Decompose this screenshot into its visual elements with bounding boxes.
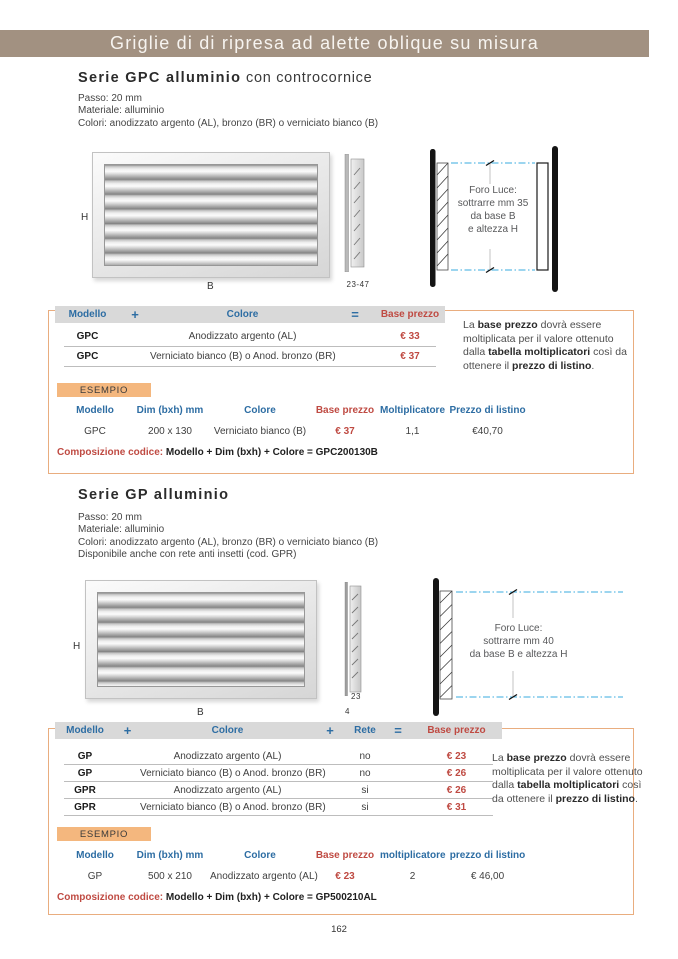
- row-divider: [64, 815, 493, 816]
- col-header-modello: Modello: [66, 725, 104, 736]
- gpc-esempio-tag: ESEMPIO: [57, 383, 151, 397]
- section-gp-specs: [78, 512, 378, 561]
- table-row: [55, 348, 445, 364]
- cell-colore: Anodizzato argento (AL): [188, 330, 297, 342]
- col-header-moltiplicatore: moltiplicatore: [380, 849, 446, 861]
- cell-rete: no: [359, 767, 371, 779]
- section-gpc-title-regular: con controcornice: [241, 70, 373, 86]
- note-text: La: [492, 752, 507, 764]
- table-row: [55, 765, 502, 781]
- cell-prezzo: € 23: [335, 870, 355, 882]
- plus-symbol: +: [123, 722, 132, 738]
- col-header-colore: Colore: [226, 309, 259, 320]
- cell-dim: 500 x 210: [148, 870, 192, 882]
- gpc-foro-luce-note: [433, 184, 553, 236]
- cell-colore: Verniciato bianco (B) o Anod. bronzo (BR): [140, 767, 326, 779]
- equals-symbol: =: [351, 306, 359, 322]
- cell-colore: Verniciato bianco (B): [213, 425, 307, 437]
- col-header-colore: Colore: [244, 849, 276, 861]
- gp-esempio-row: [60, 869, 530, 883]
- cell-prezzo: € 23: [446, 750, 467, 762]
- cell-moltiplicatore: 2: [409, 870, 416, 882]
- col-header-colore: Colore: [211, 725, 244, 736]
- gpc-grille-louvers: [104, 164, 318, 266]
- note-text-bold: base prezzo: [477, 319, 538, 331]
- col-header-modello: Modello: [68, 309, 107, 320]
- gp-esempio-tag: ESEMPIO: [57, 827, 151, 841]
- spec-line: Colori: anodizzato argento (AL), bronzo (BR) o verniciato bianco (B): [78, 536, 379, 548]
- plus-symbol: +: [131, 306, 139, 322]
- note-text-bold: prezzo di listino: [555, 792, 635, 805]
- foro-luce-line: Foro Luce:: [469, 185, 517, 196]
- spec-line: Passo: 20 mm: [78, 512, 142, 523]
- col-header-moltiplicatore: Moltiplicatore: [380, 404, 446, 416]
- composizione-label: Composizione codice:: [57, 447, 164, 458]
- gpc-base-label: B: [207, 281, 214, 292]
- cell-colore: Verniciato bianco (B) o Anod. bronzo (BR): [140, 801, 326, 813]
- note-text-bold: tabella moltiplicatori: [517, 779, 620, 791]
- spec-line: Colori: anodizzato argento (AL), bronzo (BR) o verniciato bianco (B): [78, 117, 379, 129]
- foro-luce-line: da base B: [470, 211, 516, 222]
- table-row: [55, 782, 502, 798]
- page-title: Griglie di di ripresa ad alette oblique su misura: [110, 33, 539, 53]
- gpc-composizione-codice: [57, 447, 378, 458]
- note-text-bold: prezzo di listino: [512, 359, 592, 372]
- gp-height-label: H: [73, 641, 81, 652]
- cell-prezzo-listino: €40,70: [472, 425, 503, 437]
- foro-luce-line: da base B e altezza H: [469, 649, 568, 660]
- gpc-esempio-row: [60, 424, 530, 438]
- gp-table-header: [55, 722, 502, 739]
- col-header-base-prezzo: Base prezzo: [315, 849, 375, 861]
- table-row: [55, 799, 502, 815]
- section-gp-title-bold: Serie GP alluminio: [78, 487, 230, 503]
- gp-base-label: B: [197, 707, 204, 718]
- gp-grille-louvers: [97, 592, 305, 687]
- equals-symbol: =: [394, 722, 402, 738]
- foro-luce-line: e altezza H: [467, 224, 519, 235]
- col-header-prezzo-listino: Prezzo di listino: [449, 404, 526, 416]
- gp-price-note: [492, 752, 652, 806]
- spec-line: Passo: 20 mm: [78, 93, 142, 104]
- cell-prezzo: € 33: [400, 330, 420, 342]
- gp-grille-photo: [85, 580, 317, 699]
- cell-colore: Verniciato bianco (B) o Anod. bronzo (BR): [150, 350, 336, 362]
- col-header-rete: Rete: [354, 725, 376, 736]
- cell-prezzo: € 37: [400, 350, 420, 362]
- cell-dim: 200 x 130: [148, 425, 192, 437]
- page-header: [0, 30, 649, 57]
- cell-modello: GPR: [74, 801, 96, 813]
- cell-colore: Anodizzato argento (AL): [173, 784, 282, 796]
- cell-modello: GP: [77, 750, 93, 762]
- cell-prezzo: € 26: [446, 784, 467, 796]
- cell-prezzo: € 26: [446, 767, 467, 779]
- gp-esempio-header: [60, 848, 530, 862]
- spec-line: Materiale: alluminio: [78, 524, 165, 536]
- page-number: 162: [331, 924, 347, 935]
- table-row: [55, 748, 502, 764]
- note-text: .: [591, 359, 595, 372]
- foro-luce-line: sottrarre mm 40: [483, 636, 554, 647]
- composizione-value: Modello + Dim (bxh) + Colore = GP500210AL: [165, 892, 377, 903]
- plus-symbol: +: [326, 722, 334, 738]
- foro-luce-line: Foro Luce:: [494, 623, 543, 634]
- cell-modello: GPC: [76, 350, 99, 362]
- gp-composizione-codice: [57, 892, 377, 903]
- gpc-price-note: [463, 319, 633, 373]
- row-divider: [64, 346, 436, 347]
- note-text: dovrà essere moltiplicata per il valore ottenuto dalla: [492, 752, 643, 791]
- note-text: così da ottenere il: [463, 346, 627, 372]
- composizione-label: Composizione codice:: [57, 892, 164, 903]
- foro-luce-line: sottrarre mm 35: [457, 198, 529, 209]
- gpc-height-label: H: [81, 212, 89, 223]
- section-gpc-title-bold: Serie GPC alluminio: [78, 70, 242, 86]
- gp-side-profile: [344, 582, 366, 696]
- cell-prezzo: € 31: [446, 801, 467, 813]
- gpc-table-header: [55, 306, 445, 323]
- cell-modello: GPR: [74, 784, 96, 796]
- cell-modello: GP: [77, 767, 93, 779]
- gp-profile-width-label: 4: [345, 707, 350, 716]
- col-header-base-prezzo: Base prezzo: [315, 404, 375, 416]
- cell-rete: si: [361, 801, 369, 813]
- note-text: La: [463, 319, 478, 331]
- cell-rete: no: [359, 750, 371, 762]
- col-header-dim: Dim (bxh) mm: [136, 849, 204, 861]
- cell-modello: GPC: [76, 330, 99, 342]
- section-gpc-title: [78, 70, 372, 86]
- col-header-modello: Modello: [76, 404, 114, 416]
- section-gpc-specs: [78, 93, 378, 130]
- gpc-side-profile: [343, 154, 371, 272]
- cell-prezzo: € 37: [335, 425, 355, 437]
- gpc-profile-depth-label: 23-47: [346, 280, 370, 289]
- col-header-base-prezzo: Base prezzo: [380, 309, 440, 320]
- note-text: .: [634, 792, 638, 805]
- note-text-bold: base prezzo: [506, 752, 567, 764]
- col-header-base-prezzo: Base prezzo: [427, 725, 486, 736]
- section-gp-title: [78, 487, 229, 503]
- spec-line: Disponibile anche con rete anti insetti (cod. GPR): [78, 548, 297, 560]
- note-text-bold: tabella moltiplicatori: [488, 346, 591, 358]
- col-header-colore: Colore: [244, 404, 276, 416]
- cell-moltiplicatore: 1,1: [405, 425, 420, 437]
- gpc-grille-photo: [92, 152, 330, 278]
- cell-rete: si: [361, 784, 369, 796]
- row-divider: [64, 366, 436, 367]
- note-text: così da ottenere il: [492, 779, 642, 805]
- col-header-dim: Dim (bxh) mm: [136, 404, 204, 416]
- cell-prezzo-listino: € 46,00: [470, 870, 505, 882]
- spec-line: Materiale: alluminio: [78, 105, 165, 117]
- col-header-prezzo-listino: prezzo di listino: [449, 849, 526, 861]
- cell-colore: Anodizzato argento (AL): [210, 870, 318, 882]
- cell-modello: GP: [87, 870, 103, 882]
- table-row: [55, 328, 445, 344]
- gpc-esempio-header: [60, 403, 530, 417]
- col-header-modello: Modello: [76, 849, 114, 861]
- gp-foro-luce-note: [446, 622, 591, 661]
- cell-modello: GPC: [84, 425, 106, 437]
- composizione-value: Modello + Dim (bxh) + Colore = GPC200130B: [165, 447, 378, 458]
- note-text: dovrà essere moltiplicata per il valore ottenuto dalla: [463, 319, 614, 358]
- cell-colore: Anodizzato argento (AL): [173, 750, 282, 762]
- gp-profile-depth-label: 23: [351, 692, 361, 701]
